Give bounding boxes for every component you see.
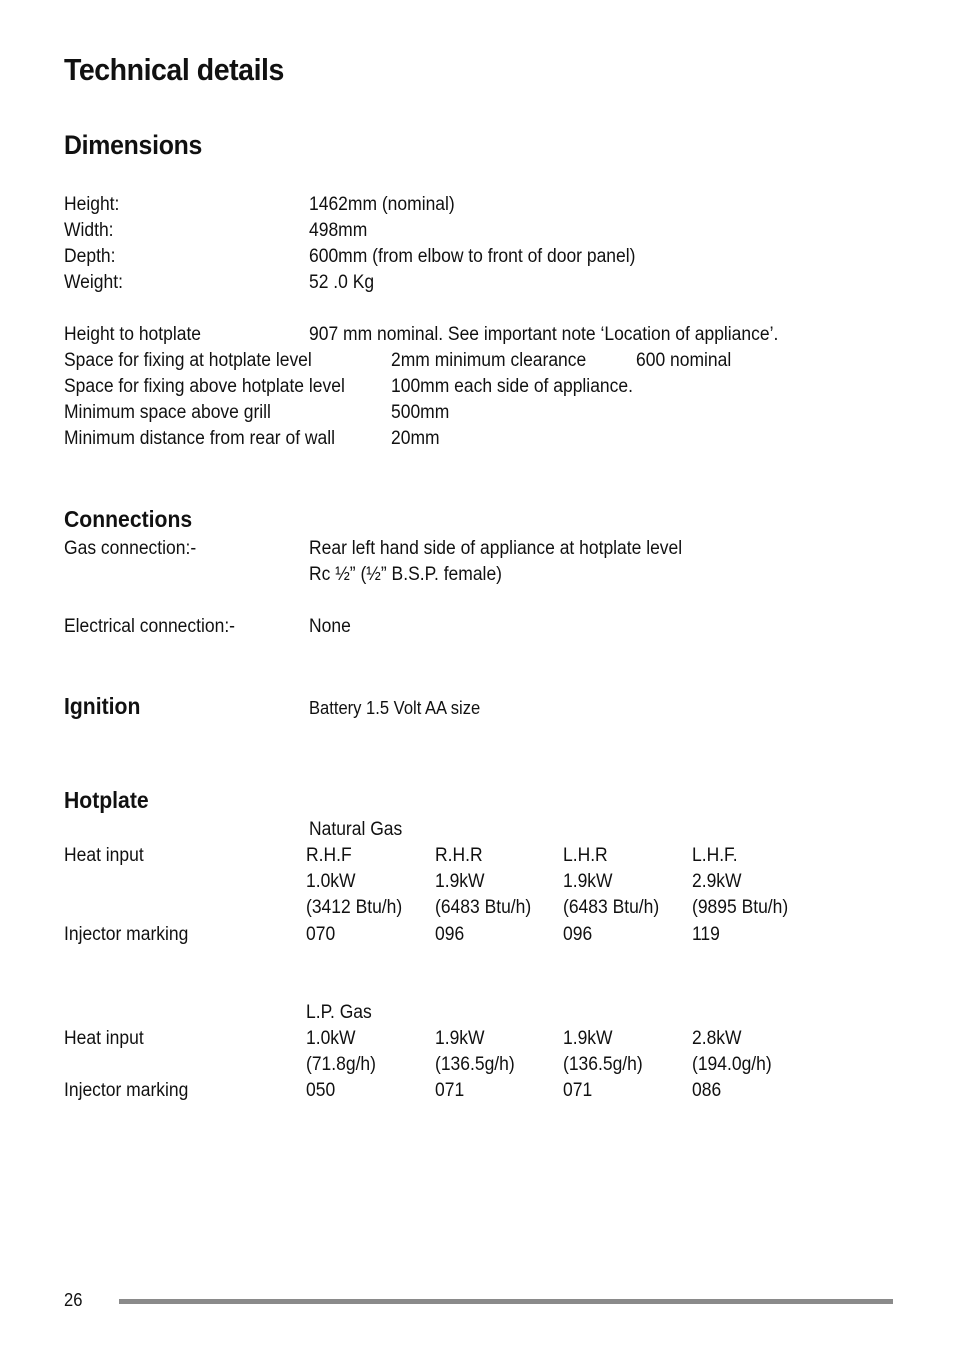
page-number: 26 bbox=[64, 1290, 83, 1310]
ignition-value: Battery 1.5 Volt AA size bbox=[309, 698, 481, 718]
ng-kw-value: 2.9kW bbox=[692, 871, 742, 892]
lp-gas-title: L.P. Gas bbox=[306, 1002, 372, 1023]
depth-value: 600mm (from elbow to front of door panel) bbox=[309, 246, 636, 267]
ng-injector-value: 096 bbox=[435, 924, 465, 945]
lp-gph-value: (194.0g/h) bbox=[692, 1054, 772, 1075]
ng-btu-value: (6483 Btu/h) bbox=[435, 897, 532, 918]
lp-kw-value: 1.9kW bbox=[435, 1028, 485, 1049]
gas-connection-label: Gas connection:- bbox=[64, 538, 197, 559]
space-hotplate-extra: 600 nominal bbox=[636, 350, 732, 371]
ng-kw-value: 1.9kW bbox=[435, 871, 485, 892]
space-above-label: Space for fixing above hotplate level bbox=[64, 376, 345, 397]
ng-kw-value: 1.9kW bbox=[563, 871, 613, 892]
rear-wall-label: Minimum distance from rear of wall bbox=[64, 428, 336, 449]
lp-gph-value: (136.5g/h) bbox=[563, 1054, 643, 1075]
ng-burner-name: L.H.F. bbox=[692, 845, 738, 866]
height-value: 1462mm (nominal) bbox=[309, 194, 455, 215]
lp-gph-value: (71.8g/h) bbox=[306, 1054, 376, 1075]
ng-injector-value: 119 bbox=[692, 924, 720, 945]
ng-btu-value: (6483 Btu/h) bbox=[563, 897, 660, 918]
space-hotplate-label: Space for fixing at hotplate level bbox=[64, 350, 312, 371]
height-to-hotplate-value: 907 mm nominal. See important note ‘Location of appliance’. bbox=[309, 324, 779, 345]
electrical-connection-value: None bbox=[309, 616, 351, 637]
width-label: Width: bbox=[64, 220, 114, 241]
lp-heat-input-label: Heat input bbox=[64, 1028, 144, 1049]
connections-heading: Connections bbox=[64, 506, 193, 532]
ng-heat-input-label: Heat input bbox=[64, 845, 144, 866]
electrical-connection-label: Electrical connection:- bbox=[64, 616, 236, 637]
lp-injector-value: 071 bbox=[435, 1080, 465, 1101]
ng-btu-value: (9895 Btu/h) bbox=[692, 897, 789, 918]
natural-gas-title: Natural Gas bbox=[309, 819, 403, 840]
gas-connection-line1: Rear left hand side of appliance at hotplate level bbox=[309, 538, 683, 559]
ng-injector-label: Injector marking bbox=[64, 924, 189, 945]
lp-injector-value: 086 bbox=[692, 1080, 722, 1101]
lp-kw-value: 1.9kW bbox=[563, 1028, 613, 1049]
ng-burner-name: L.H.R bbox=[563, 845, 608, 866]
space-hotplate-value: 2mm minimum clearance bbox=[391, 350, 587, 371]
lp-injector-value: 050 bbox=[306, 1080, 336, 1101]
lp-kw-value: 1.0kW bbox=[306, 1028, 356, 1049]
space-grill-value: 500mm bbox=[391, 402, 450, 423]
ng-btu-value: (3412 Btu/h) bbox=[306, 897, 403, 918]
gas-connection-line2: Rc ½” (½” B.S.P. female) bbox=[309, 564, 502, 585]
footer-rule bbox=[119, 1299, 893, 1304]
ng-injector-value: 096 bbox=[563, 924, 593, 945]
lp-kw-value: 2.8kW bbox=[692, 1028, 742, 1049]
depth-label: Depth: bbox=[64, 246, 116, 267]
hotplate-heading: Hotplate bbox=[64, 787, 149, 813]
rear-wall-value: 20mm bbox=[391, 428, 440, 449]
ng-burner-name: R.H.R bbox=[435, 845, 483, 866]
lp-injector-label: Injector marking bbox=[64, 1080, 189, 1101]
space-above-value: 100mm each side of appliance. bbox=[391, 376, 633, 397]
ignition-heading: Ignition bbox=[64, 693, 141, 719]
dimensions-heading: Dimensions bbox=[64, 130, 203, 160]
weight-value: 52 .0 Kg bbox=[309, 272, 375, 293]
height-to-hotplate-label: Height to hotplate bbox=[64, 324, 202, 345]
lp-injector-value: 071 bbox=[563, 1080, 593, 1101]
ng-burner-name: R.H.F bbox=[306, 845, 352, 866]
lp-gph-value: (136.5g/h) bbox=[435, 1054, 515, 1075]
space-grill-label: Minimum space above grill bbox=[64, 402, 271, 423]
width-value: 498mm bbox=[309, 220, 368, 241]
ng-kw-value: 1.0kW bbox=[306, 871, 356, 892]
height-label: Height: bbox=[64, 194, 120, 215]
weight-label: Weight: bbox=[64, 272, 123, 293]
page-title: Technical details bbox=[64, 52, 284, 87]
ng-injector-value: 070 bbox=[306, 924, 336, 945]
